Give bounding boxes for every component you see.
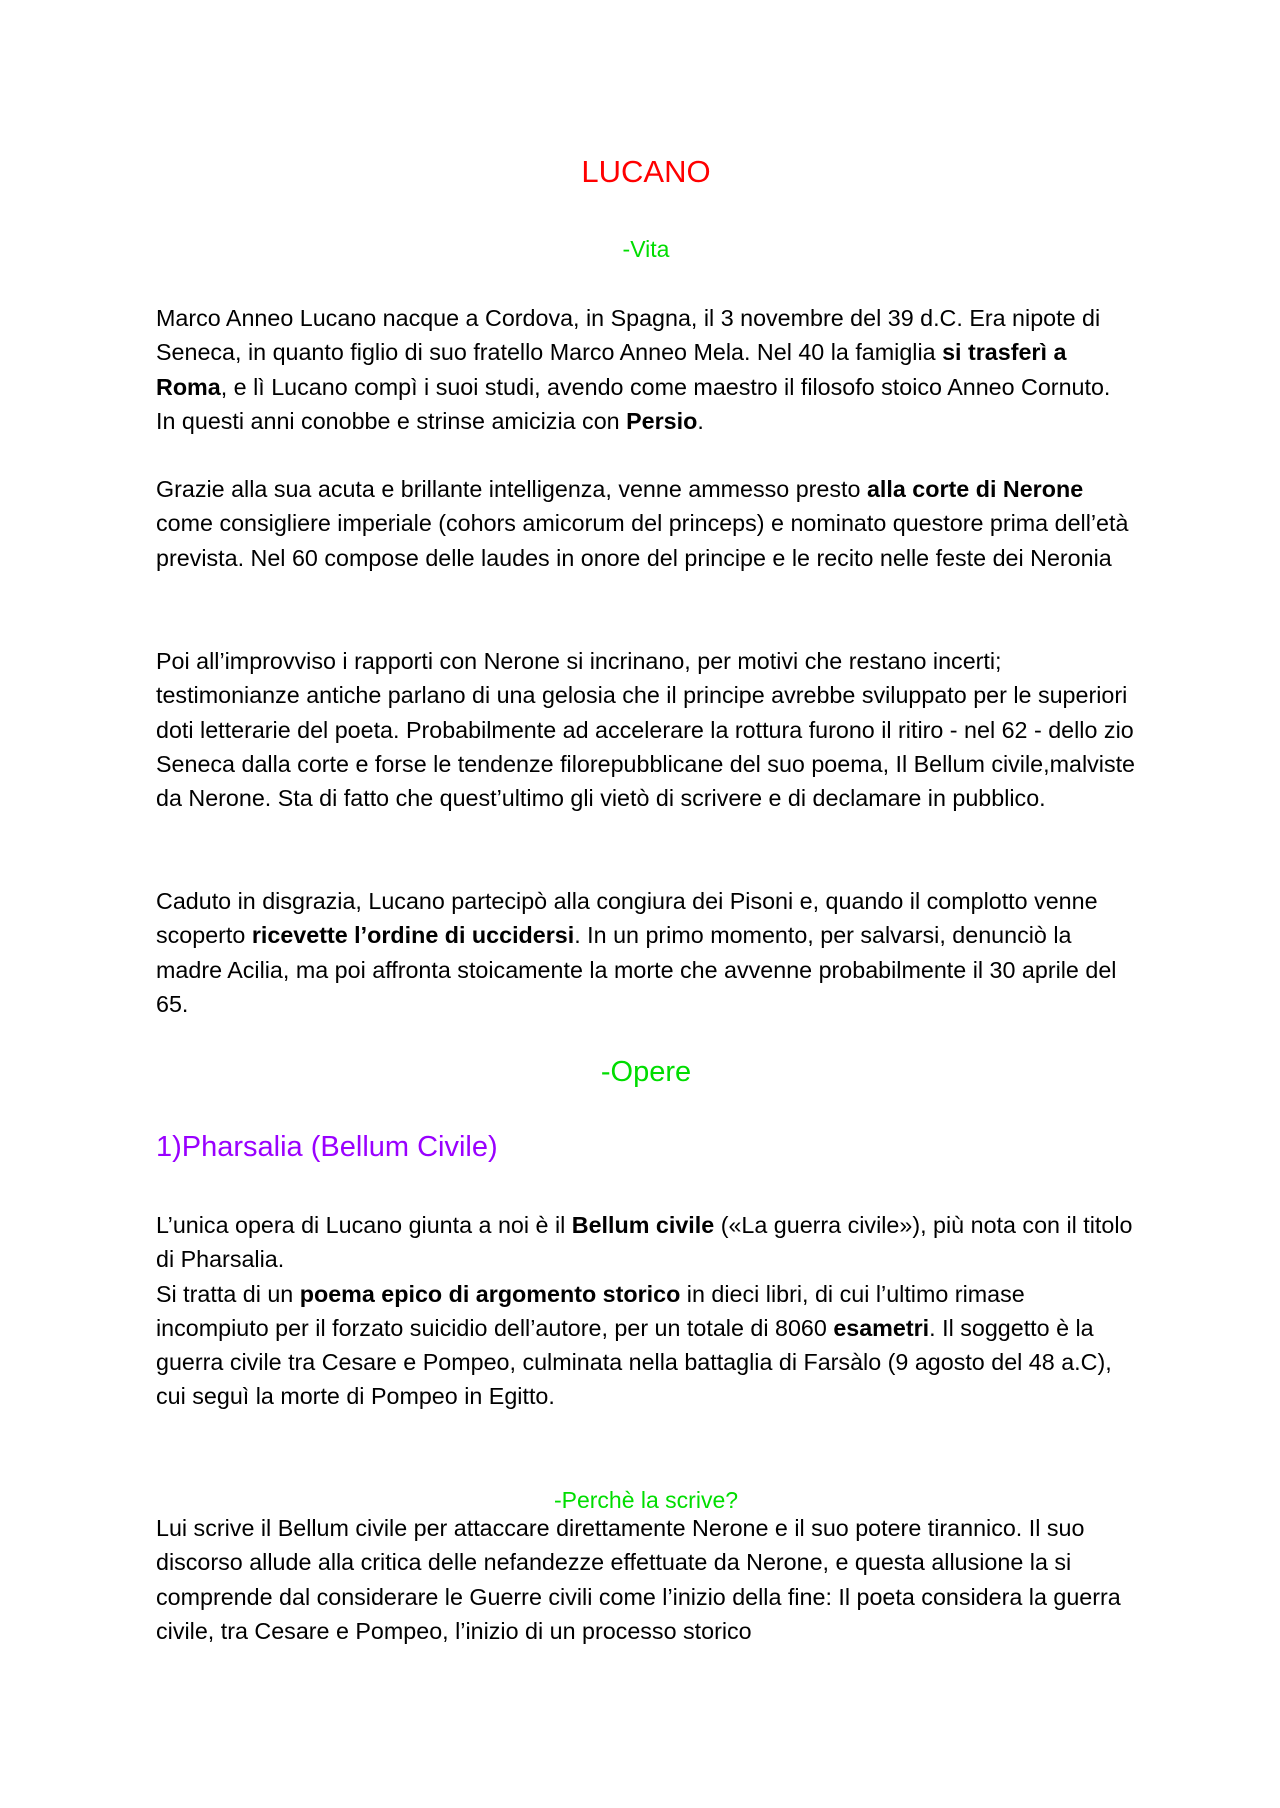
text-run: come consigliere imperiale (cohors amicorum del princeps) e nominato questore prima dell’età prevista. Nel 60 compose delle laudes in onore del principe e le recito nelle feste dei Neronia [156, 510, 1129, 571]
text-run: , e lì Lucano compì i suoi studi, avendo come maestro il filosofo stoico Anneo Cornuto. In questi anni conobbe e strinse amicizia con [156, 373, 1111, 434]
text-run: . Il soggetto è la guerra civile tra Cesare e Pompeo, culminata nella battaglia di Farsàlo (9 agosto del 48 a.C), cui seguì la morte di Pompeo in Egitto. [156, 1314, 1112, 1410]
text-run: L’unica opera di Lucano giunta a noi è il [156, 1212, 572, 1238]
paragraph-vita-3 [156, 644, 1136, 815]
bold-text: esametri [833, 1314, 930, 1341]
paragraph-vita-2 [156, 472, 1136, 575]
text-run: («La guerra civile»), più nota con il titolo di Pharsalia. [156, 1212, 1133, 1273]
text-run: Marco Anneo Lucano nacque a Cordova, in Spagna, il 3 novembre del 39 d.C. Era nipote di Seneca, in quanto figlio di suo fratello Marco Anneo Mela. Nel 40 la famiglia [156, 305, 1101, 366]
bold-text: Bellum civile [571, 1212, 715, 1238]
bold-text: poema epico di argomento storico [299, 1280, 681, 1307]
text-run: Grazie alla sua acuta e brillante intelligenza, venne ammesso presto [156, 476, 867, 502]
text-run: Poi all’improvviso i rapporti con Nerone si incrinano, per motivi che restano incerti; testimonianze antiche parlano di una gelosia che il principe avrebbe sviluppato per le superiori doti letterarie del poeta. Probabilmente ad accelerare la rottura furono il ritiro - nel 62 - dello zio Seneca dalla corte e forse le tendenze filorepubblicane del suo poema, Il Bellum civile,malviste da Nerone. Sta di fatto che quest’ultimo gli vietò di scrivere e di declamare in pubblico. [156, 648, 1136, 812]
bold-text: Persio [626, 407, 698, 434]
text-run: . In un primo momento, per salvarsi, denunciò la madre Acilia, ma poi affronta stoicamente la morte che avvenne probabilmente il 30 aprile del 65. [156, 922, 1117, 1017]
section-heading-pharsalia: 1)Pharsalia (Bellum Civile) [156, 1131, 498, 1163]
bold-text: si trasferì a Roma [156, 339, 1067, 400]
paragraph-pharsalia [156, 1208, 1136, 1414]
bold-text: ricevette l’ordine di uccidersi [251, 922, 575, 949]
text-run: Si tratta di un [156, 1280, 300, 1307]
paragraph-vita-4 [156, 884, 1136, 1021]
section-heading-vita: -Vita [622, 236, 670, 262]
text-run: . [697, 407, 704, 434]
text-run: Lui scrive il Bellum civile per attaccare direttamente Nerone e il suo potere tirannico. Il suo discorso allude alla critica delle nefandezze effettuate da Nerone, e questa allusione la si comprende dal considerare le Guerre civili come l’inizio della fine: Il poeta considera la guerra civile, tra Cesare e Pompeo, l’inizio di un processo storico [156, 1515, 1121, 1644]
section-heading-perche: -Perchè la scrive? [553, 1487, 739, 1513]
section-heading-opere: -Opere [600, 1056, 692, 1088]
text-run: Caduto in disgrazia, Lucano partecipò alla congiura dei Pisoni e, quando il complotto venne scoperto [156, 888, 1098, 949]
paragraph-vita-1 [156, 301, 1136, 438]
bold-text: alla corte di Nerone [866, 476, 1084, 502]
paragraph-perche [156, 1511, 1136, 1648]
document-title: LUCANO [581, 154, 711, 189]
text-run: in dieci libri, di cui l’ultimo rimase incompiuto per il forzato suicidio dell’autore, per un totale di 8060 [156, 1280, 1025, 1341]
